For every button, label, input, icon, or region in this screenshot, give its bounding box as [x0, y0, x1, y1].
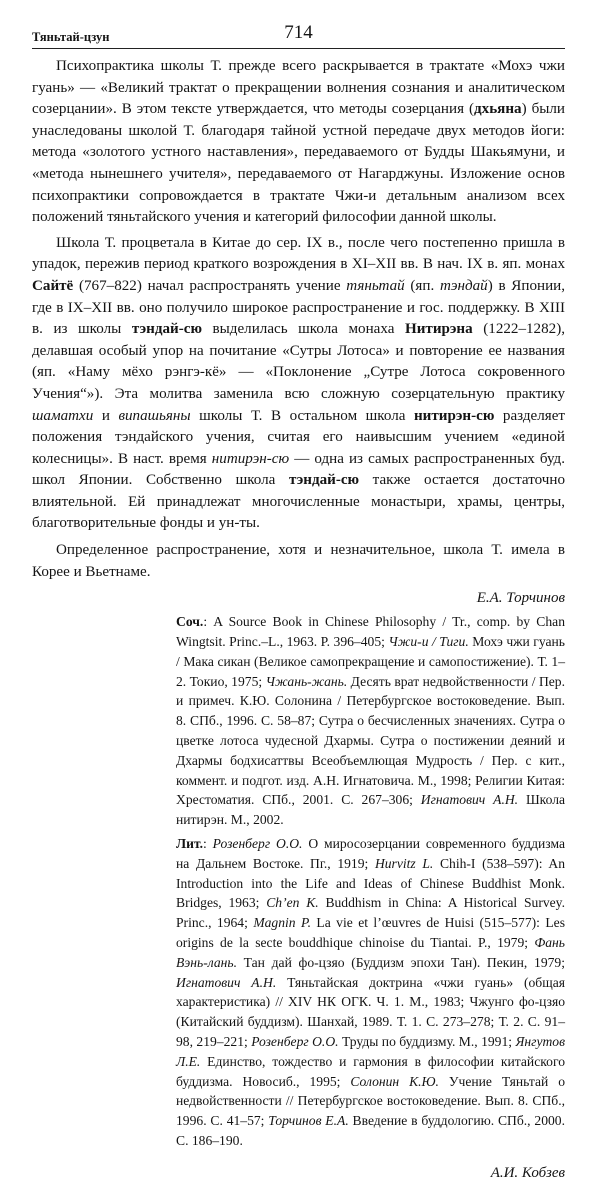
italic-term: Игнатович А.Н.: [176, 974, 277, 990]
text-run: Школа нитирэн. М., 2002.: [176, 792, 566, 828]
text-run: Мохэ чжи гуань / Мака сикан (Великое самопрекращение и самопостижение). Т. 1–2. Токио, 1975;: [176, 634, 565, 689]
italic-term: випашьяны: [118, 407, 191, 424]
text-run: также остается достаточно влиятельной. Ей принадлежат многочисленные монастыри, храмы, центры, благотворительные фонды и ун-ты.: [32, 472, 565, 532]
italic-term: Игнатович А.Н.: [420, 792, 519, 808]
bold-term: нитирэн-сю: [413, 407, 495, 424]
italic-term: Чжи-и / Тиги.: [388, 634, 469, 650]
article-body: [32, 56, 565, 1184]
text-run: Школа Т. процветала в Китае до сер. IX в., после чего постепенно пришла в упадок, пережив период краткого возрождения в XI–XII вв. В нач. IX в. яп. монах: [32, 234, 565, 273]
italic-term: Ch’en K.: [266, 895, 319, 911]
text-run: Труды по буддизму. М., 1991;: [338, 1033, 516, 1049]
italic-term: шаматхи: [32, 407, 94, 424]
italic-term: нитирэн-сю: [211, 450, 290, 467]
bold-term: тэндай-сю: [131, 321, 202, 338]
text-run: Единство, тождество и гармония в философии китайского буддизма. Новосиб., 1995;: [176, 1053, 565, 1089]
bibliography-author: А.И. Кобзев: [490, 1164, 565, 1181]
bold-term: Соч.: [176, 614, 204, 630]
text-run: разделяет положения тэндайского учения, считая его наивысшим учением «единой колесницы». В наст. время: [32, 407, 566, 467]
bold-term: тэндай-сю: [288, 472, 360, 489]
italic-term: Hurvitz L.: [374, 855, 434, 871]
italic-term: тяньтай: [346, 277, 405, 294]
text-run: Тан дай фо-цзяо (Буддизм эпохи Тан). Пекин, 1979;: [236, 954, 565, 970]
italic-term: Magnin P.: [253, 915, 311, 931]
bold-term: Лит.: [176, 836, 204, 852]
italic-term: Розенберг О.О.: [212, 836, 303, 852]
paragraph: [32, 540, 565, 583]
bold-term: Нитирэна: [404, 321, 473, 338]
text-run: — одна из самых распространенных буд. школ Японии. Собственно школа: [32, 450, 565, 489]
text-run: школы Т. В остальном школа: [190, 407, 414, 424]
italic-term: Торчинов Е.А.: [268, 1113, 349, 1129]
text-run: La vie et l’œuvres de Huisi (515–577): Les origins de la secte bouddhique chinoise du Tiantai. P., 1979;: [176, 915, 565, 950]
text-run: Психопрактика школы Т. прежде всего раскрывается в трактате «Мохэ чжи гуань» — «Великий трактат о прекращении волнения сознания и аналитическом созерцании». В этом тексте утверждается, что методы созерцания (: [32, 58, 565, 118]
italic-term: Чжань-жань.: [265, 673, 348, 689]
text-run: Определенное распространение, хотя и незначительное, школа Т. имела в Корее и Вьетнаме.: [32, 542, 565, 580]
text-run: :: [203, 836, 213, 852]
text-run: выделилась школа монаха: [201, 321, 405, 338]
text-run: Учение Тяньтай о недвойственности // Петербургское востоковедение. Вып. 8. СПб., 1996. С. 41–57;: [176, 1073, 565, 1129]
italic-term: Розенберг О.О.: [251, 1033, 339, 1049]
text-run: О миросозерцании современного буддизма на Дальнем Востоке. Пг., 1919;: [176, 836, 565, 871]
page-header: [32, 22, 565, 49]
text-run: (1222–1282), делавшая особый упор на почитание «Сутры Лотоса» и повторение ее названия (яп. «Наму мёхо рэнгэ-кё» — «Поклонение „Сутре Лотоса сокровенного Учения“»). Эта молитва заменила всю сложную созерцательную практику: [32, 321, 565, 402]
text-run: : A Source Book in Chinese Philosophy / Tr., comp. by Chan Wingtsit. Princ.–L., 1963. P. 396–405;: [176, 614, 565, 650]
text-run: Десять врат недвойственности / Пер. и примеч. К.Ю. Солонина / Петербургское востоковедение. Вып. 8. СПб., 1996. С. 58–87; Сутра о бесчисленных значениях. Сутра о цветке лотоса чудесной Дхармы. Сутра о постижении деяний и Дхармы бодхисаттвы Всеобъемлющая Мудрость / Пер. с кит., коммент. и подгот. изд. А.Н. Игнатовича. М., 1998; Религии Китая: Хрестоматия. СПб., 2001. С. 267–306;: [176, 673, 565, 808]
text-run: Buddhism in China: A Historical Survey. Princ., 1964;: [176, 895, 565, 931]
paragraph: [32, 233, 565, 535]
text-run: ) были унаследованы школой Т. благодаря тайной устной передаче двух методов йоги: метода «золотого устного наставления», передаваемого от Будды Шакьямуни, и «метода нынешнего учителя», передаваемого от Нагарджуны. Изложение основ психопрактики сопровождается в трактате Чжи-и детальным анализом всех положений тяньтайского учения и категорий философии данной школы.: [32, 101, 566, 226]
text-run: (767–822) начал распространять учение: [73, 277, 347, 294]
text-run: (яп.: [404, 277, 440, 294]
article-author: Е.А. Торчинов: [476, 590, 565, 607]
bibliography-literature: [176, 834, 565, 1151]
running-head: Тяньтай-цзун: [32, 30, 110, 44]
bold-term: дхьяна: [474, 101, 522, 118]
page-number: 714: [284, 22, 313, 43]
text-run: ) в Японии, где в IX–XII вв. оно получило широкое распространение и гос. поддержку. В XIII в. из школы: [32, 277, 565, 338]
italic-term: Фань Вэнь-лань.: [176, 935, 565, 970]
text-run: Chih-I (538–597): An Introduction into the Life and Ideas of Chinese Buddhist Monk. Bridges, 1963;: [176, 855, 566, 911]
bibliography-works: [176, 612, 565, 830]
paragraph: [32, 56, 565, 229]
bibliography: [176, 612, 565, 1151]
text-run: Введение в буддологию. СПб., 2000. С. 186–190.: [176, 1113, 565, 1148]
italic-term: Янгутов Л.Е.: [176, 1033, 565, 1069]
italic-term: Солонин К.Ю.: [350, 1073, 439, 1089]
text-run: и: [93, 407, 119, 424]
bold-term: Сайтё: [32, 277, 74, 294]
italic-term: тэндай: [439, 277, 488, 294]
text-run: Тяньтайская доктрина «чжи гуань» (общая характеристика) // XIV НК ОГК. Ч. 1. М., 1983; Чжунго фо-цзяо (Китайский буддизм). Шанхай, 1989. Т. 1. С. 273–278; Т. 2. С. 91–98, 219–221;: [176, 974, 565, 1049]
